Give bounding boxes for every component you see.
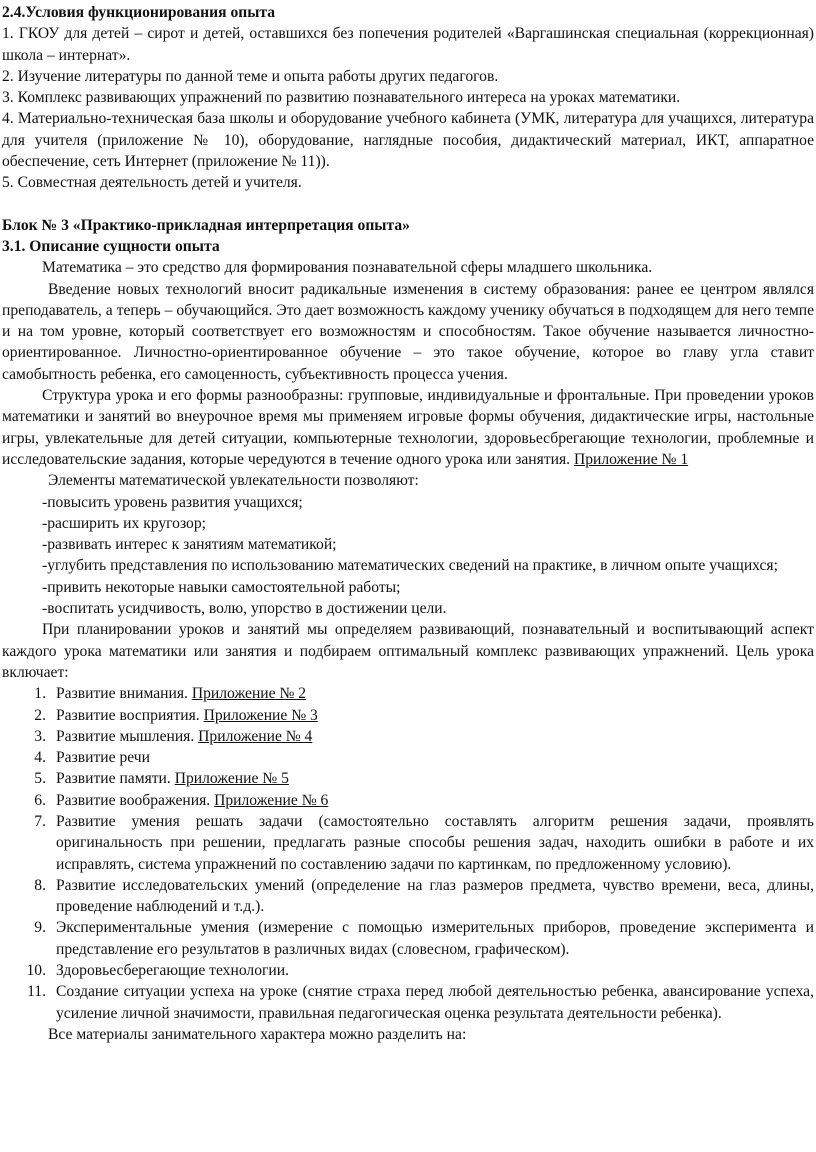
condition-item-1: 1. ГКОУ для детей – сирот и детей, оставшихся без попечения родителей «Варгашинская специальная (коррекционная) школа – интернат».: [2, 25, 814, 64]
list-item: [2, 875, 814, 918]
appendix-1-link[interactable]: Приложение № 1: [573, 450, 689, 468]
list-item-text: Развитие воображения.: [56, 791, 211, 809]
list-number: 3.: [34, 727, 46, 745]
appendix-5-link[interactable]: Приложение № 5: [174, 770, 289, 788]
list-item: [2, 705, 814, 726]
list-item-text: Развитие исследовательских умений (определение на глаз размеров предмета, чувство времени, веса, длины, проведение наблюдений и т.д.).: [56, 876, 814, 916]
dash-item-5: -привить некоторые навыки самостоятельной работы;: [42, 578, 401, 596]
list-item: [2, 917, 814, 960]
list-item: [2, 747, 814, 768]
dash-item-6: -воспитать усидчивость, волю, упорство в достижении цели.: [42, 600, 447, 618]
paragraph-technologies: Введение новых технологий вносит радикальные изменения в систему образования: ранее ее центром являлся преподаватель, а теперь – обучающийся. Это дает возможность каждому ученику обучаться в подходящем для него темпе и на том уровне, который соответствует его возможностям и способностям. Такое обучение называется личностно-ориентированное. Личностно-ориентированное обучение – это такое обучение, которое во главу угла ставит самобытность ребенка, его самоценность, субъективность процесса учения.: [2, 280, 814, 383]
appendix-6-link[interactable]: Приложение № 6: [214, 791, 329, 809]
appendix-4-link[interactable]: Приложение № 4: [198, 727, 313, 745]
list-item: [2, 811, 814, 875]
list-number: 1.: [34, 685, 46, 703]
blank-line: [2, 194, 814, 215]
list-number: 5.: [34, 770, 46, 788]
elements-intro: Элементы математической увлекательности позволяют:: [48, 472, 419, 490]
list-number: 6.: [34, 791, 46, 809]
condition-item-2: 2. Изучение литературы по данной теме и опыта работы других педагогов.: [2, 67, 499, 85]
list-item-text: Развитие мышления.: [56, 727, 195, 745]
list-item-text: Развитие речи: [56, 749, 150, 767]
list-item: [2, 768, 814, 789]
list-item-text: Развитие умения решать задачи (самостоятельно составлять алгоритм решения задачи, проявлять оригинальность при решении, предлагать разные способы решения задач, находить ошибки в работе и их исправлять, система упражнений по составлению задачи по картинкам, по предложенному условию).: [56, 812, 814, 873]
goals-list: [2, 683, 814, 1024]
list-item-text: Экспериментальные умения (измерение с помощью измерительных приборов, проведение эксперимента и представление его результатов в различных видах (словесном, графическом).: [56, 919, 814, 958]
dash-item-4: -углубить представления по использованию математических сведений на практике, в личном опыте учащихся;: [42, 557, 778, 575]
list-item: [2, 981, 814, 1024]
dash-item-1: -повысить уровень развития учащихся;: [42, 493, 303, 511]
appendix-3-link[interactable]: Приложение № 3: [203, 706, 318, 724]
appendix-2-link[interactable]: Приложение № 2: [191, 685, 307, 703]
final-line: Все материалы занимательного характера можно разделить на:: [48, 1025, 467, 1043]
list-item-text: Развитие памяти.: [56, 770, 171, 788]
block-heading: Блок № 3 «Практико-прикладная интерпретация опыта»: [2, 216, 410, 234]
condition-item-3: 3. Комплекс развивающих упражнений по развитию познавательного интереса на уроках математики.: [2, 89, 681, 107]
list-item-text: Создание ситуации успеха на уроке (снятие страха перед любой деятельностью ребенка, авансирование успеха, усиление личной значимости, правильная педагогическая оценка результата деятельности ребенка).: [56, 983, 814, 1022]
list-number: 11.: [27, 983, 46, 1001]
list-item: [2, 726, 814, 747]
list-item-text: Развитие внимания.: [56, 685, 188, 703]
section-heading-2-4: 2.4.Условия функционирования опыта: [2, 4, 276, 21]
list-number: 2.: [34, 706, 46, 724]
paragraph-planning: При планировании уроков и занятий мы определяем развивающий, познавательный и воспитывающий аспект каждого урока математики или занятия и подбираем оптимальный комплекс развивающих упражнений. Цель урока включает:: [2, 621, 814, 681]
list-item: [2, 683, 814, 704]
list-number: 8.: [34, 876, 46, 894]
subsection-heading-3-1: 3.1. Описание сущности опыта: [2, 237, 220, 255]
condition-item-4: 4. Материально-техническая база школы и оборудование учебного кабинета (УМК, литература для учащихся, литература для учителя (приложение № 10), оборудование, наглядные пособия, дидактический материал, ИКТ, аппаратное обеспечение, сеть Интернет (приложение № 11)).: [2, 110, 814, 171]
list-number: 9.: [34, 919, 46, 937]
list-number: 7.: [34, 812, 46, 830]
paragraph-math: Математика – это средство для формирования познавательной сферы младшего школьника.: [42, 259, 653, 277]
dash-item-2: -расширить их кругозор;: [42, 514, 206, 532]
list-number: 10.: [26, 962, 46, 980]
list-item: [2, 790, 814, 811]
list-number: 4.: [34, 749, 46, 767]
condition-item-5: 5. Совместная деятельность детей и учителя.: [2, 174, 302, 192]
list-item-text: Здоровьесберегающие технологии.: [56, 962, 289, 980]
list-item-text: Развитие восприятия.: [56, 706, 200, 724]
paragraph-structure-text: Структура урока и его формы разнообразны: групповые, индивидуальные и фронтальные. При проведении уроков математики и занятий во внеурочное время мы применяем игровые формы обучения, дидактические игры, настольные игры, увлекательные для детей ситуации, компьютерные технологии, здоровьесбрегающие технологии, проблемные и исследовательские задания, которые чередуются в течение одного урока или занятия.: [2, 387, 814, 468]
list-item: [2, 960, 814, 981]
paragraph-structure: [2, 385, 814, 470]
dash-item-3: -развивать интерес к занятиям математикой;: [42, 536, 337, 554]
